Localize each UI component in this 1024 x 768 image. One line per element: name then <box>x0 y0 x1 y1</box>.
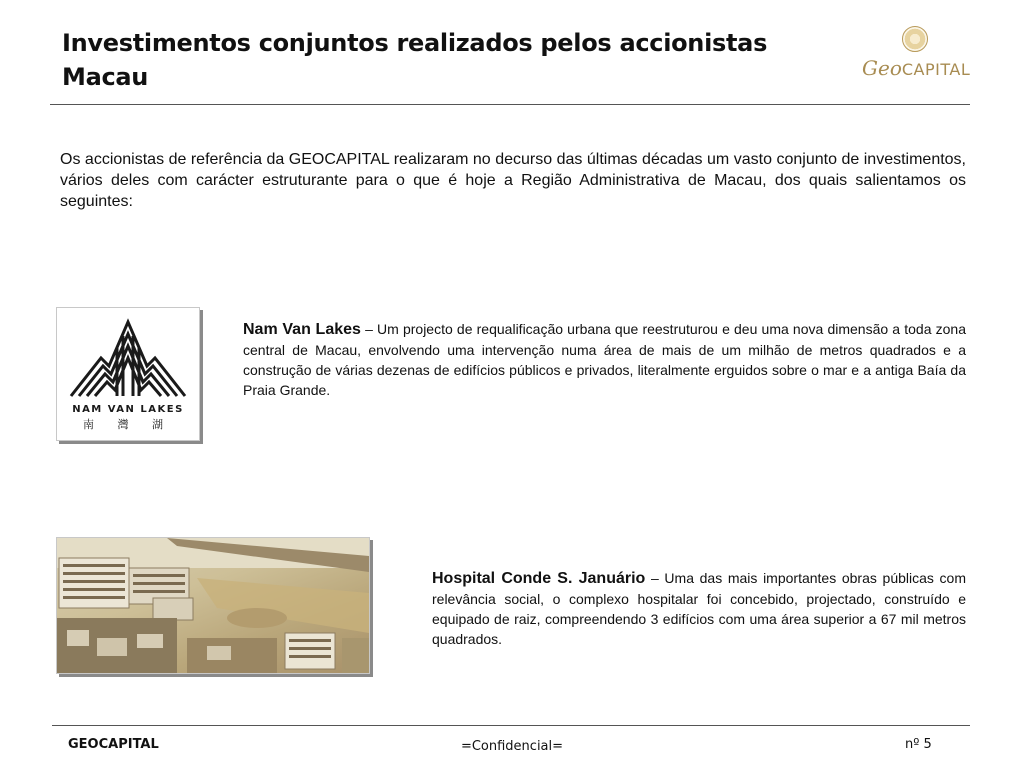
nam-van-lakes-heading: Nam Van Lakes <box>243 321 361 338</box>
hospital-aerial-photo <box>56 537 370 674</box>
hospital-aerial-illustration <box>57 538 369 673</box>
seal-icon <box>902 26 928 52</box>
nam-van-lakes-logo-chinese: 南 灣 湖 <box>83 418 173 431</box>
footer-divider <box>52 725 970 726</box>
nam-van-lakes-logo-image <box>56 307 200 441</box>
hospital-heading: Hospital Conde S. Januário <box>432 570 646 587</box>
nam-van-lakes-description <box>243 319 966 400</box>
page-number: nº 5 <box>905 737 932 752</box>
footer-company: GEOCAPITAL <box>68 737 159 752</box>
title-line-1: Investimentos conjuntos realizados pelos accionistas <box>62 29 768 57</box>
title-line-2: Macau <box>62 63 149 91</box>
logo-geo-text: Geo <box>862 56 902 80</box>
nam-van-lakes-logo-text: NAM VAN LAKES <box>72 404 184 415</box>
nam-van-lakes-emblem-icon <box>57 308 199 440</box>
slide-title <box>62 26 822 94</box>
intro-paragraph: Os accionistas de referência da GEOCAPITAL realizaram no decurso das últimas décadas um vasto conjunto de investimentos, vários deles com carácter estruturante para o que é hoje a Região Administrativa de Macau, dos quais salientamos os seguintes: <box>60 151 966 210</box>
nam-van-lakes-text: – Um projecto de requalificação urbana que reestruturou e deu uma nova dimensão a toda zona central de Macau, envolvendo uma intervenção numa área de mais de um milhão de metros quadrados e a construção de várias dezenas de edifícios públicos e privados, literalmente erguidos sobre o mar e a antiga Baía da Praia Grande. <box>243 321 966 398</box>
hospital-text: – Uma das mais importantes obras públicas com relevância social, o complexo hospitalar foi concebido, projectado, construído e equipado de raiz, compreendendo 3 edifícios com uma área superior a 67 mil metros quadrados. <box>432 570 967 647</box>
hospital-description <box>432 568 966 649</box>
header-divider <box>50 104 970 105</box>
logo-capital-text: CAPITAL <box>901 60 971 79</box>
geocapital-logo <box>860 26 972 86</box>
footer-confidential: =Confidencial= <box>460 739 564 754</box>
